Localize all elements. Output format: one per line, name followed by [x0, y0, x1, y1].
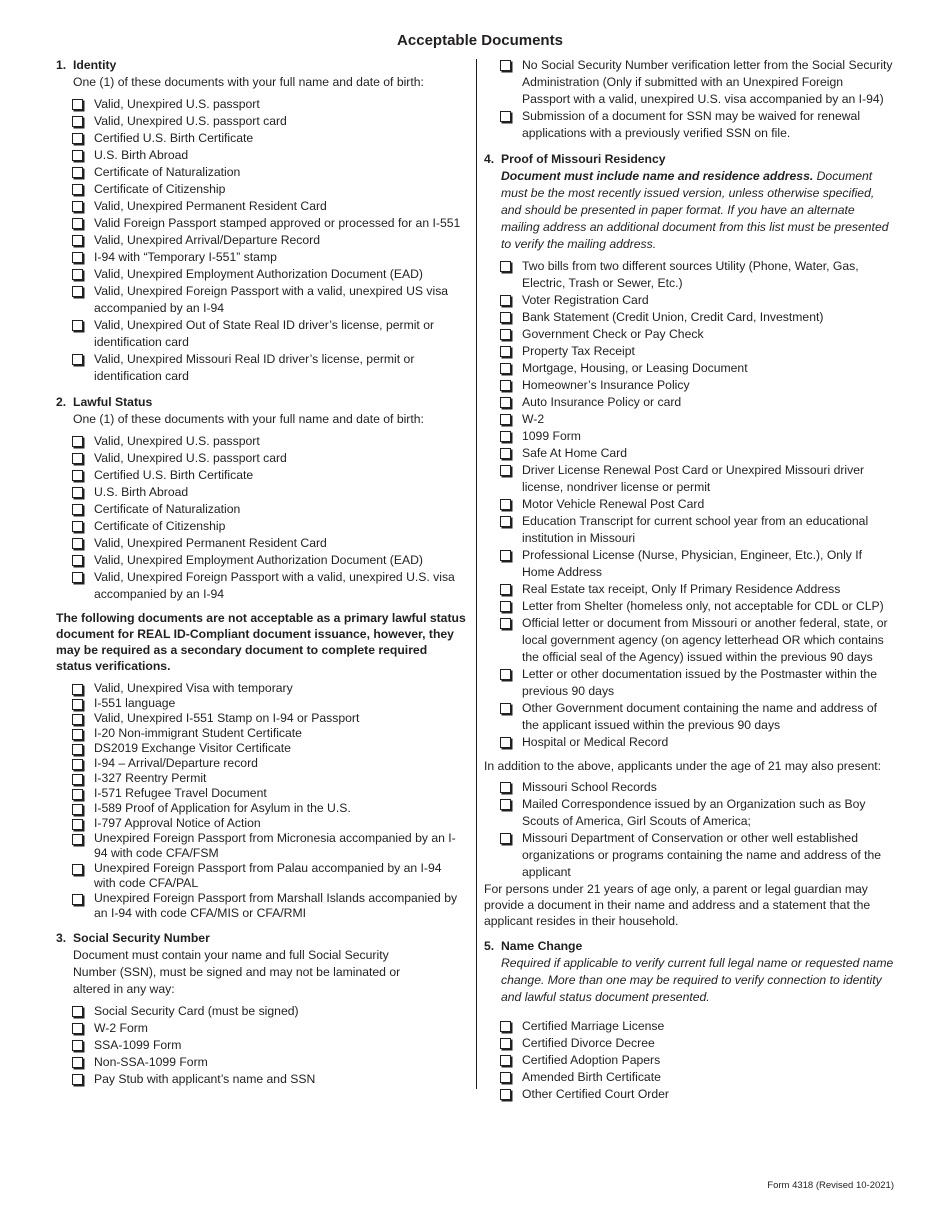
checklist-item: Hospital or Medical Record — [500, 734, 894, 751]
secondary-documents-note: The following documents are not acceptable as a primary lawful status document for REAL ID-Compliant document issuance, however, they may be required as a secondary document to complete required status verifications. — [56, 611, 466, 673]
name-change-checklist — [500, 1018, 894, 1103]
section-intro: Document must contain your name and full Social Security Number (SSN), must be signed and may not be laminated or altered in any way: — [73, 948, 401, 996]
ssn-checklist — [72, 1003, 466, 1088]
residency-intro-text: Document must be the most recently issued version, unless otherwise specified, and should be presented in paper format. If you have an alternate mailing address an additional document from this list must be presented to verify the mailing address. — [501, 169, 889, 251]
checklist-item: Missouri School Records — [500, 779, 894, 796]
section-title: Proof of Missouri Residency — [501, 152, 666, 166]
checklist-item: Valid, Unexpired Permanent Resident Card — [72, 535, 466, 552]
under21-intro: In addition to the above, applicants under the age of 21 may also present: — [484, 759, 882, 773]
section-title: Name Change — [501, 939, 583, 953]
column-divider — [476, 59, 477, 1089]
checklist-item: Motor Vehicle Renewal Post Card — [500, 496, 894, 513]
ssn-continued-checklist — [500, 57, 894, 142]
section-ssn — [56, 930, 466, 1088]
section-heading — [56, 57, 466, 74]
checklist-item: Pay Stub with applicant’s name and SSN — [72, 1071, 466, 1088]
section-title: Social Security Number — [73, 931, 210, 945]
checklist-item: Certified U.S. Birth Certificate — [72, 130, 466, 147]
checklist-item: No Social Security Number verification letter from the Social Security Administration (Only if submitted with an Unexpired Foreign Passport with a valid, unexpired U.S. visa accompanied by an I-94) — [500, 57, 894, 108]
checklist-item: Certified Divorce Decree — [500, 1035, 894, 1052]
section-heading — [56, 394, 466, 411]
checklist-item: Certificate of Citizenship — [72, 181, 466, 198]
checklist-item: Valid, Unexpired U.S. passport card — [72, 113, 466, 130]
checklist-item: Letter from Shelter (homeless only, not acceptable for CDL or CLP) — [500, 598, 894, 615]
checklist-item: Valid, Unexpired Missouri Real ID driver’s license, permit or identification card — [72, 351, 466, 385]
checklist-item: U.S. Birth Abroad — [72, 147, 466, 164]
checklist-item: Valid, Unexpired U.S. passport — [72, 433, 466, 450]
checklist-item: Official letter or document from Missouri or another federal, state, or local government agency (on agency letterhead OR which contains the official seal of the Agency) issued within the previous 90 days — [500, 615, 894, 666]
checklist-item: Amended Birth Certificate — [500, 1069, 894, 1086]
checklist-item: Valid, Unexpired Foreign Passport with a valid, unexpired U.S. visa accompanied by an I-94 — [72, 569, 466, 603]
checklist-item: Mailed Correspondence issued by an Organization such as Boy Scouts of America, Girl Scouts of America; — [500, 796, 894, 830]
checklist-item: I-20 Non-immigrant Student Certificate — [72, 726, 466, 741]
checklist-item: Valid, Unexpired U.S. passport card — [72, 450, 466, 467]
checklist-item: I-797 Approval Notice of Action — [72, 816, 466, 831]
checklist-item: Certificate of Naturalization — [72, 164, 466, 181]
checklist-item: I-589 Proof of Application for Asylum in the U.S. — [72, 801, 466, 816]
checklist-item: W-2 — [500, 411, 894, 428]
checklist-item: Valid, Unexpired Visa with temporary — [72, 681, 466, 696]
checklist-item: Other Certified Court Order — [500, 1086, 894, 1103]
checklist-item: Valid, Unexpired Out of State Real ID driver’s license, permit or identification card — [72, 317, 466, 351]
checklist-item: Other Government document containing the name and address of the applicant issued within the previous 90 days — [500, 700, 894, 734]
checklist-item: Submission of a document for SSN may be waived for renewal applications with a previously verified SSN on file. — [500, 108, 894, 142]
checklist-item: Homeowner’s Insurance Policy — [500, 377, 894, 394]
section-lawful-status — [56, 394, 466, 921]
left-column — [56, 57, 466, 1088]
checklist-item: Letter or other documentation issued by the Postmaster within the previous 90 days — [500, 666, 894, 700]
checklist-item: Education Transcript for current school year from an educational institution in Missouri — [500, 513, 894, 547]
section-number: 1. — [56, 58, 67, 72]
form-number: Form 4318 (Revised 10-2021) — [767, 1180, 894, 1191]
checklist-item: Valid, Unexpired Employment Authorization Document (EAD) — [72, 266, 466, 283]
section-title: Lawful Status — [73, 395, 153, 409]
section-intro: Required if applicable to verify current full legal name or requested name change. More than one may be required to verify connection to identity and lawful status document presented. — [501, 956, 894, 1004]
section-heading — [56, 930, 466, 947]
checklist-item: Bank Statement (Credit Union, Credit Card, Investment) — [500, 309, 894, 326]
checklist-item: Unexpired Foreign Passport from Palau accompanied by an I-94 with code CFA/PAL — [72, 861, 466, 891]
checklist-item: Certified U.S. Birth Certificate — [72, 467, 466, 484]
checklist-item: 1099 Form — [500, 428, 894, 445]
checklist-item: Valid, Unexpired U.S. passport — [72, 96, 466, 113]
checklist-item: Driver License Renewal Post Card or Unexpired Missouri driver license, nondriver license or permit — [500, 462, 894, 496]
checklist-item: Voter Registration Card — [500, 292, 894, 309]
secondary-documents-checklist — [72, 681, 466, 921]
section-identity — [56, 57, 466, 385]
guardian-note: For persons under 21 years of age only, a parent or legal guardian may provide a document in their name and address and a statement that the applicant resides in their household. — [484, 882, 871, 928]
checklist-item: Safe At Home Card — [500, 445, 894, 462]
checklist-item: Valid, Unexpired Arrival/Departure Record — [72, 232, 466, 249]
checklist-item: Social Security Card (must be signed) — [72, 1003, 466, 1020]
checklist-item: I-571 Refugee Travel Document — [72, 786, 466, 801]
checklist-item: Mortgage, Housing, or Leasing Document — [500, 360, 894, 377]
checklist-item: SSA-1099 Form — [72, 1037, 466, 1054]
section-residency — [484, 151, 894, 929]
section-intro: One (1) of these documents with your full name and date of birth: — [73, 412, 424, 426]
checklist-item: Unexpired Foreign Passport from Marshall Islands accompanied by an I-94 with code CFA/MIS or CFA/RMI — [72, 891, 466, 921]
under21-checklist — [500, 779, 894, 881]
checklist-item: Unexpired Foreign Passport from Micronesia accompanied by an I-94 with code CFA/FSM — [72, 831, 466, 861]
checklist-item: I-327 Reentry Permit — [72, 771, 466, 786]
checklist-item: W-2 Form — [72, 1020, 466, 1037]
section-heading — [484, 151, 894, 168]
right-column — [484, 57, 894, 1103]
checklist-item: Valid, Unexpired I-551 Stamp on I-94 or Passport — [72, 711, 466, 726]
section-number: 5. — [484, 939, 495, 953]
checklist-item: Certificate of Citizenship — [72, 518, 466, 535]
checklist-item: I-551 language — [72, 696, 466, 711]
lawful-status-checklist — [72, 433, 466, 603]
checklist-item: Certified Adoption Papers — [500, 1052, 894, 1069]
checklist-item: DS2019 Exchange Visitor Certificate — [72, 741, 466, 756]
section-title: Identity — [73, 58, 117, 72]
checklist-item: Real Estate tax receipt, Only If Primary Residence Address — [500, 581, 894, 598]
checklist-item: Missouri Department of Conservation or other well established organizations or programs containing the name and address of the applicant — [500, 830, 894, 881]
section-heading — [484, 938, 894, 955]
section-number: 2. — [56, 395, 67, 409]
identity-checklist — [72, 96, 466, 385]
section-intro: One (1) of these documents with your full name and date of birth: — [73, 75, 424, 89]
section-intro — [501, 168, 894, 253]
checklist-item: Professional License (Nurse, Physician, Engineer, Etc.), Only If Home Address — [500, 547, 894, 581]
checklist-item: I-94 – Arrival/Departure record — [72, 756, 466, 771]
checklist-item: I-94 with “Temporary I-551” stamp — [72, 249, 466, 266]
residency-checklist — [500, 258, 894, 751]
checklist-item: Certified Marriage License — [500, 1018, 894, 1035]
checklist-item: Valid, Unexpired Employment Authorization Document (EAD) — [72, 552, 466, 569]
section-number: 4. — [484, 152, 495, 166]
section-number: 3. — [56, 931, 67, 945]
checklist-item: Auto Insurance Policy or card — [500, 394, 894, 411]
checklist-item: Valid Foreign Passport stamped approved or processed for an I-551 — [72, 215, 466, 232]
checklist-item: Valid, Unexpired Permanent Resident Card — [72, 198, 466, 215]
residency-intro-emphasis: Document must include name and residence address. — [501, 169, 814, 183]
checklist-item: Certificate of Naturalization — [72, 501, 466, 518]
checklist-item: Property Tax Receipt — [500, 343, 894, 360]
checklist-item: U.S. Birth Abroad — [72, 484, 466, 501]
section-name-change — [484, 938, 894, 1103]
checklist-item: Valid, Unexpired Foreign Passport with a valid, unexpired US visa accompanied by an I-94 — [72, 283, 466, 317]
checklist-item: Two bills from two different sources Utility (Phone, Water, Gas, Electric, Trash or Sewer, Etc.) — [500, 258, 894, 292]
page-title: Acceptable Documents — [397, 32, 563, 49]
checklist-item: Government Check or Pay Check — [500, 326, 894, 343]
checklist-item: Non-SSA-1099 Form — [72, 1054, 466, 1071]
